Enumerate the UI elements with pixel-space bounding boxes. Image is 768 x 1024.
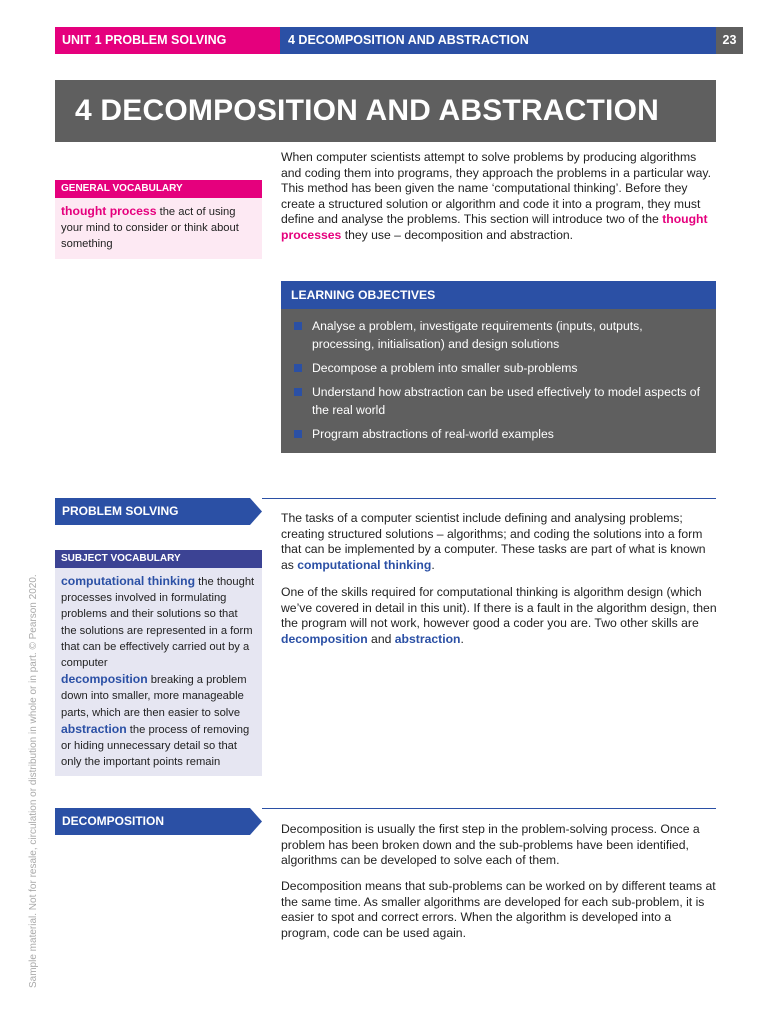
chapter-title: 4 DECOMPOSITION AND ABSTRACTION [55,80,716,142]
ps-keyword: abstraction [394,631,461,646]
problem-solving-heading-tab [55,498,262,525]
subject-vocabulary-box [55,550,262,776]
decomposition-paragraph-1: Decomposition is usually the first step in the problem-solving process. Once a problem has been broken down and the sub-problems have been identified, algorithms can be developed to solve each of them. [281,822,700,868]
learning-objectives-heading: LEARNING OBJECTIVES [281,281,716,309]
decomposition-paragraph-2: Decomposition means that sub-problems can be worked on by different teams at the same time. As smaller algorithms are developed for each sub-problem, it is easier to spot and correct errors. When the algorithm is developed into a program, code can be used again. [281,879,716,940]
decomposition-heading-tab [55,808,262,835]
header-chapter-label: 4 DECOMPOSITION AND ABSTRACTION [280,27,716,54]
general-vocabulary-entry [55,198,262,259]
intro-keyword: thought processes [281,212,708,242]
decomposition-heading: DECOMPOSITION [62,814,165,828]
page-number: 23 [716,27,743,54]
learning-objectives-box [281,281,716,453]
ps-text: One of the skills required for computational thinking is algorithm design (which we’ve covered in detail in this unit). If there is a fault in the algorithm design, then the program will not work, however good a coder you are. Two other skills are [281,585,717,631]
subject-vocab-entry [61,671,256,721]
vocab-term: thought process [61,204,157,218]
ps-text-end: . [431,557,435,572]
subject-vocabulary-heading: SUBJECT VOCABULARY [55,550,262,568]
intro-paragraph [281,150,717,244]
section-divider [262,808,716,809]
vocab-definition: breaking a problem down into smaller, more manageable parts, which are then easier to solve [61,674,247,719]
learning-objectives-list [281,309,716,443]
section-divider [262,498,716,499]
vocab-definition: the process of removing or hiding unnecessary detail so that only the important points remain [61,723,250,769]
objective-item: Program abstractions of real-world examples [294,425,702,443]
vocab-definition: the act of using your mind to consider or think about something [61,206,239,251]
vocab-term: decomposition [61,672,148,687]
ps-text: The tasks of a computer scientist include defining and analysing problems; creating structured solutions – algorithms; and coding the solutions into a form that can be implemented by a computer. These tasks are part of what is known as [281,511,706,572]
general-vocabulary-heading: GENERAL VOCABULARY [55,180,262,198]
ps-text: and [367,631,395,646]
intro-text-2: they use – decomposition and abstraction. [341,227,574,242]
problem-solving-paragraph-2 [281,585,717,647]
vocab-definition: the thought processes involved in formulating problems and their solutions so that the solutions are represented in a form that can be effectively carried out by a computer [61,576,255,670]
subject-vocabulary-list [55,568,262,776]
ps-keyword: computational thinking [297,557,432,572]
problem-solving-heading: PROBLEM SOLVING [62,504,179,518]
ps-keyword: decomposition [281,631,368,646]
header-unit-label: UNIT 1 PROBLEM SOLVING [55,27,280,54]
intro-text-1: When computer scientists attempt to solve problems by producing algorithms and coding them into programs, they approach the problems in a particular way. This method has been given the name ‘computational thinking’. Before they create a structured solution or algorithm and code it into a program, they must define and analyse the problems. This section will introduce two of the [281,150,711,227]
general-vocabulary-box [55,180,262,259]
problem-solving-paragraph-1 [281,511,717,573]
objective-item: Analyse a problem, investigate requirements (inputs, outputs, processing, initialisation) and design solutions [294,317,702,353]
vocab-term: computational thinking [61,574,196,588]
ps-text-end: . [460,631,464,646]
copyright-notice: Sample material. Not for resale, circulation or distribution in whole or in part. © Pearson 2020. [28,574,39,988]
objective-item: Understand how abstraction can be used effectively to model aspects of the real world [294,383,702,419]
objective-item: Decompose a problem into smaller sub-problems [294,359,702,377]
subject-vocab-entry [61,573,256,671]
vocab-term: abstraction [61,721,127,736]
subject-vocab-entry [61,721,256,771]
